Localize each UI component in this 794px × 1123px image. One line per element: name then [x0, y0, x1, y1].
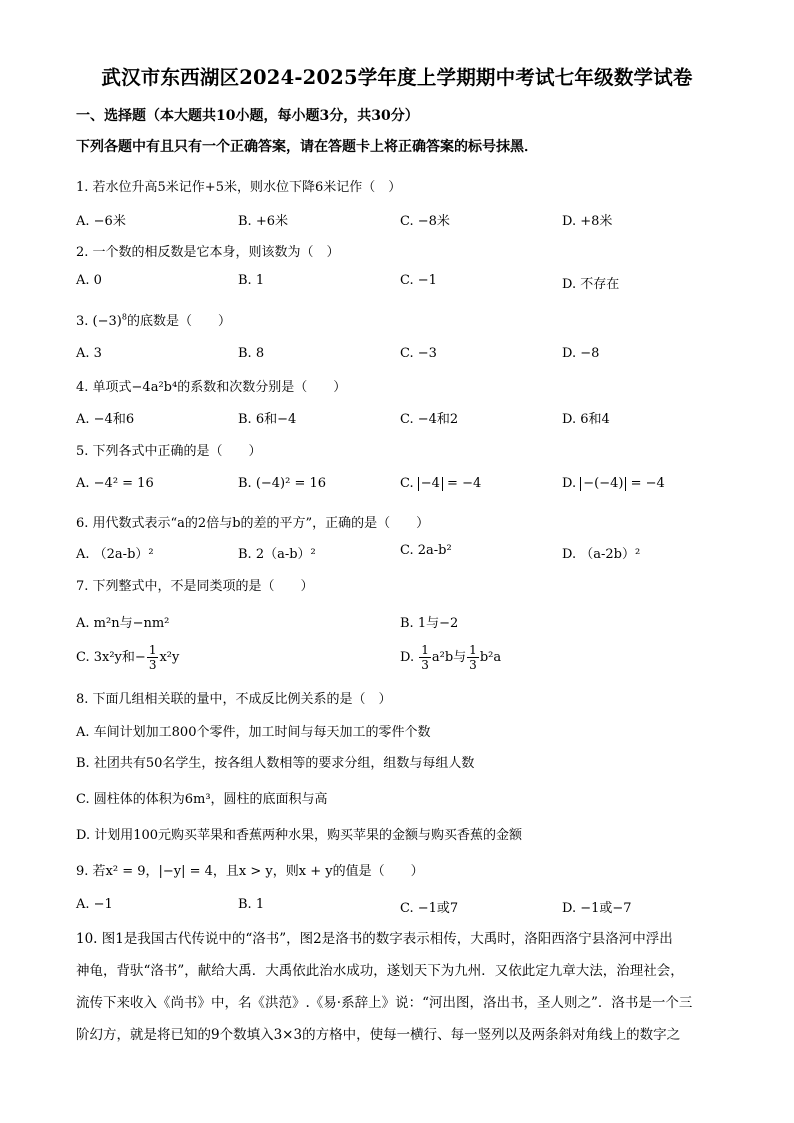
question-9-option-c: C. −1或7 — [400, 901, 459, 916]
section-instruction: 下列各题中有且只有一个正确答案，请在答题卡上将正确答案的标号抹黑． — [76, 139, 538, 155]
question-1-option-a: A. −6米 — [76, 214, 126, 229]
fraction — [467, 643, 479, 672]
question-6-option-d: D. （a-2b）² — [562, 547, 641, 562]
question-3-exponent: 8 — [121, 312, 127, 322]
question-7-option-d — [400, 643, 501, 672]
question-7-option-d-post: b²a — [479, 650, 502, 665]
question-5-stem: 5. 下列各式中正确的是（ ） — [76, 444, 262, 459]
question-1-option-c: C. −8米 — [400, 214, 450, 229]
question-10-line-3: 流传下来收入《尚书》中，名《洪范》.《易·系辞上》说：“河出图，洛出书，圣人则之”．洛书是一个三 — [76, 995, 693, 1011]
section-heading: 一、选择题（本大题共10小题，每小题3分，共30分） — [76, 108, 419, 124]
question-10-line-1: 10. 图1是我国古代传说中的“洛书”，图2是洛书的数字表示相传，大禹时，洛阳西洛宁县洛河中浮出 — [76, 931, 673, 947]
question-9-option-a: A. −1 — [76, 897, 113, 912]
question-5-option-d-abs: −(−4) — [580, 477, 626, 491]
question-6-option-c: C. 2a-b² — [400, 543, 452, 558]
question-5-option-c — [400, 476, 481, 491]
question-3-base: (−3) — [92, 314, 122, 329]
question-5-option-b: B. (−4)² = 16 — [238, 476, 327, 491]
question-6-option-b: B. 2（a-b）² — [238, 547, 316, 562]
question-3-text: 的底数是（ ） — [126, 314, 231, 329]
question-6-option-a: A. （2a-b）² — [76, 547, 154, 562]
question-5-option-c-abs: −4 — [418, 477, 443, 491]
question-1-stem: 1. 若水位升高5米记作+5米，则水位下降6米记作（ ） — [76, 180, 402, 195]
fraction-denominator: 3 — [421, 658, 429, 672]
question-4-option-b: B. 6和−4 — [238, 412, 297, 427]
question-5-option-a: A. −4² = 16 — [76, 476, 154, 491]
question-2-option-b: B. 1 — [238, 273, 265, 288]
question-3-option-a: A. 3 — [76, 346, 102, 361]
question-7-option-c — [76, 643, 179, 672]
question-3-option-d: D. −8 — [562, 346, 600, 361]
question-8-option-d: D. 计划用100元购买苹果和香蕉两种水果，购买苹果的金额与购买香蕉的金额 — [76, 828, 523, 843]
fraction-numerator: 1 — [469, 643, 477, 657]
question-4-option-c: C. −4和2 — [400, 412, 459, 427]
question-9-option-d: D. −1或−7 — [562, 901, 632, 916]
question-7-option-c-post: x²y — [159, 650, 180, 665]
question-5-option-d-label: D. — [562, 476, 581, 491]
question-8-option-a: A. 车间计划加工800个零件，加工时间与每天加工的零件个数 — [76, 725, 431, 740]
question-5-option-c-rest: = −4 — [442, 476, 482, 491]
question-3-option-c: C. −3 — [400, 346, 437, 361]
question-7-option-b: B. 1与−2 — [400, 616, 459, 631]
question-7-option-c-pre: C. 3x²y和− — [76, 650, 146, 665]
exam-title: 武汉市东西湖区2024-2025学年度上学期期中考试七年级数学试卷 — [101, 66, 693, 89]
fraction — [419, 643, 431, 672]
question-2-stem: 2. 一个数的相反数是它本身，则该数为（ ） — [76, 245, 340, 260]
question-4-option-a: A. −4和6 — [76, 412, 135, 427]
question-8-option-b: B. 社团共有50名学生，按各组人数相等的要求分组，组数与每组人数 — [76, 756, 475, 771]
fraction-numerator: 1 — [148, 643, 157, 657]
question-9-stem: 9. 若x² = 9，|−y| = 4，且x > y，则x + y的值是（ ） — [76, 864, 424, 879]
fraction-denominator: 3 — [469, 658, 477, 672]
question-4-stem: 4. 单项式−4a²b⁴的系数和次数分别是（ ） — [76, 380, 347, 395]
question-7-option-d-label: D. — [400, 650, 419, 665]
fraction — [147, 643, 159, 672]
question-1-option-b: B. +6米 — [238, 214, 288, 229]
question-7-stem: 7. 下列整式中，不是同类项的是（ ） — [76, 579, 314, 594]
question-3-number: 3. — [76, 314, 93, 329]
question-9-option-b: B. 1 — [238, 897, 265, 912]
question-2-option-d: D. 不存在 — [562, 277, 620, 292]
question-8-option-c: C. 圆柱体的体积为6m³，圆柱的底面积与高 — [76, 792, 328, 807]
question-2-option-a: A. 0 — [76, 273, 102, 288]
question-10-line-2: 神龟，背驮“洛书”，献给大禹．大禹依此治水成功，遂划天下为九州．又依此定九章大法，治理社会， — [76, 963, 684, 979]
question-5-option-d-rest: = −4 — [626, 476, 665, 491]
fraction-denominator: 3 — [148, 658, 157, 672]
question-6-stem: 6. 用代数式表示“a的2倍与b的差的平方”，正确的是（ ） — [76, 516, 430, 531]
question-5-option-d — [562, 476, 665, 491]
question-3-option-b: B. 8 — [238, 346, 265, 361]
question-7-option-d-mid: a²b与 — [431, 650, 467, 665]
question-7-option-a: A. m²n与−nm² — [76, 616, 170, 631]
fraction-numerator: 1 — [421, 643, 429, 657]
question-1-option-d: D. +8米 — [562, 214, 613, 229]
question-2-option-c: C. −1 — [400, 273, 437, 288]
question-8-stem: 8. 下面几组相关联的量中，不成反比例关系的是（ ） — [76, 692, 392, 707]
question-4-option-d: D. 6和4 — [562, 412, 610, 427]
question-10-line-4: 阶幻方，就是将已知的9个数填入3×3的方格中，使每一横行、每一竖列以及两条斜对角线上的数字之 — [76, 1027, 681, 1043]
question-3-stem — [76, 310, 231, 329]
question-5-option-c-label: C. — [400, 476, 418, 491]
